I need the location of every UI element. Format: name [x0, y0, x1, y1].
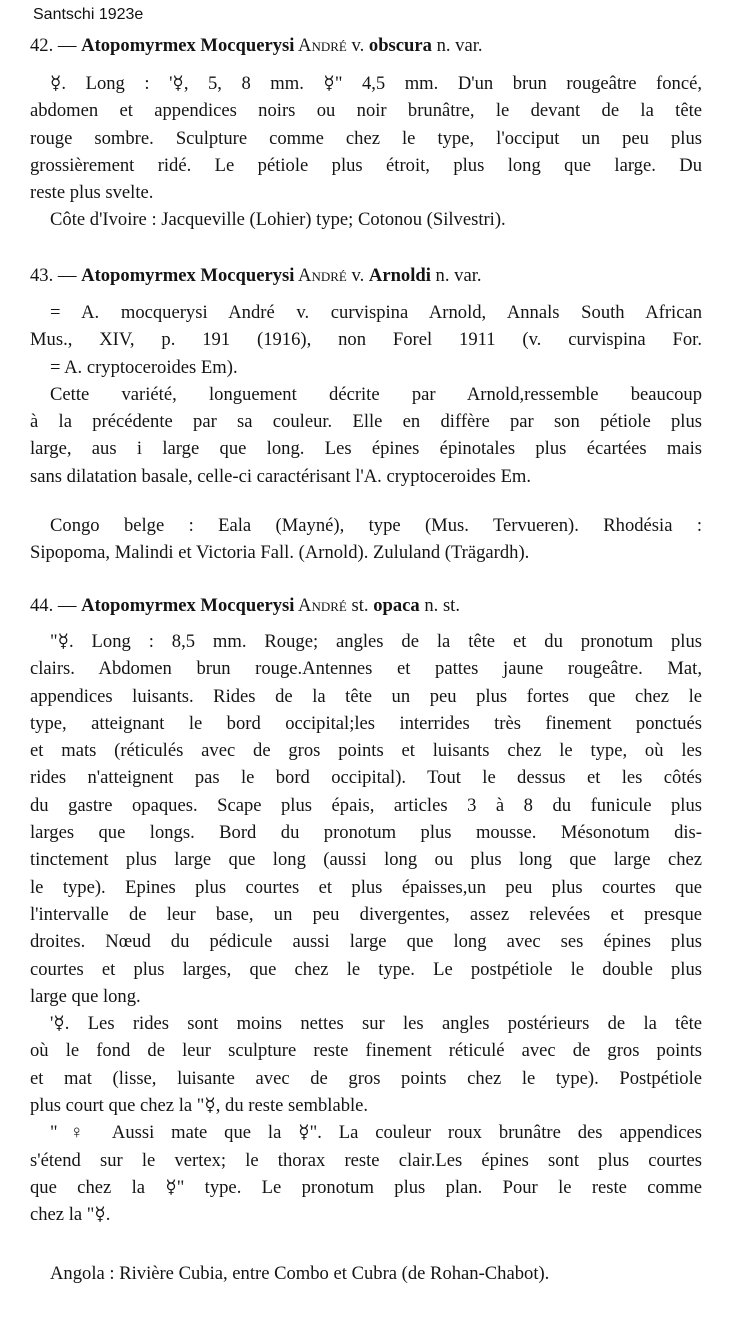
text-line: chez la "☿. [30, 1204, 111, 1226]
section-44-heading [30, 592, 702, 619]
text-line: et mat (lisse, luisante avec de gros points chez le type). Postpétiole [30, 1067, 702, 1089]
taxon-status: n. var. [431, 35, 483, 56]
text-line: "☿. Long : 8,5 mm. Rouge; angles de la tête et du pronotum plus [50, 631, 702, 652]
text-line: droites. Nœud du pédicule aussi large que long avec ses épines plus [30, 931, 702, 953]
section-number: 43. — [30, 265, 82, 286]
section-number: 44. — [30, 595, 82, 616]
text-line: reste plus svelte. [30, 182, 154, 204]
synonym-line: = A. mocquerysi André v. curvispina Arnold, Annals South African [50, 302, 702, 323]
taxon-author: André [294, 595, 347, 616]
taxon-name: Atopomyrmex Mocquerysi [81, 595, 295, 616]
taxon-rank: st. [346, 595, 374, 616]
text-line: et mats (réticulés avec de gros points et luisants chez le type, où les [30, 740, 702, 762]
synonym-line: = A. cryptoceroides Em). [50, 356, 238, 378]
text-line: large, aus i large que long. Les épines épinotales plus écartées mais [30, 438, 702, 460]
locality-line: Angola : Rivière Cubia, entre Combo et Cubra (de Rohan-Chabot). [50, 1263, 550, 1284]
text-line: où le fond de leur sculpture reste finement réticulé avec de gros points [30, 1040, 702, 1062]
text-line: tinctement plus large que long (aussi long ou plus long que large chez [30, 849, 702, 871]
text-line: '☿. Les rides sont moins nettes sur les angles postérieurs de la tête [50, 1013, 702, 1035]
source-citation: Santschi 1923e [33, 6, 144, 23]
subspecies-name: opaca [373, 595, 420, 616]
text-line: plus court que chez la "☿, du reste semblable. [30, 1095, 369, 1117]
section-43-heading [30, 262, 702, 289]
text-line: ☿. Long : '☿, 5, 8 mm. ☿" 4,5 mm. D'un brun rougeâtre foncé, [50, 73, 702, 94]
taxon-name: Atopomyrmex Mocquerysi [81, 265, 295, 286]
text-line: sans dilatation basale, celle-ci caractérisant l'A. cryptoceroides Em. [30, 465, 532, 487]
locality-line: Côte d'Ivoire : Jacqueville (Lohier) type; Cotonou (Silvestri). [50, 209, 506, 231]
text-line: rides n'atteignent pas le bord occipital). Tout le dessus et les côtés [30, 767, 702, 789]
text-line: larges que longs. Bord du pronotum plus mousse. Mésonotum dis- [30, 822, 702, 844]
taxon-status: n. var. [430, 265, 482, 286]
section-43-locality [30, 512, 702, 567]
text-line: type, atteignant le bord occipital;les interrides très finement ponctués [30, 712, 702, 734]
locality-line: Congo belge : Eala (Mayné), type (Mus. Tervueren). Rhodésia : [50, 515, 702, 536]
text-line: abdomen et appendices noirs ou noir brunâtre, le devant de la tête [30, 100, 702, 122]
section-43-description [30, 299, 702, 490]
synonym-line: Mus., XIV, p. 191 (1916), non Forel 1911 (v. curvispina For. [30, 329, 702, 351]
section-42-heading [30, 32, 702, 59]
variety-name: obscura [368, 35, 432, 56]
text-line: que chez la ☿" type. Le pronotum plus plan. Pour le reste comme [30, 1176, 702, 1198]
text-line: du gastre opaques. Scape plus épais, articles 3 à 8 du funicule plus [30, 794, 702, 816]
section-44-description [30, 628, 702, 1229]
text-line: rouge sombre. Sculpture comme chez le type, l'occiput un peu plus [30, 127, 702, 149]
text-line: à la précédente par sa couleur. Elle en diffère par son pétiole plus [30, 411, 702, 433]
text-line: l'intervalle de leur base, un peu divergentes, assez relevées et presque [30, 903, 702, 925]
text-line: appendices luisants. Rides de la tête un peu plus fortes que chez le [30, 685, 702, 707]
section-42-description [30, 70, 702, 234]
taxon-name: Atopomyrmex Mocquerysi [81, 35, 295, 56]
taxon-author: André [294, 35, 347, 56]
text-line: Cette variété, longuement décrite par Arnold,ressemble beaucoup [50, 383, 702, 405]
text-line: large que long. [30, 985, 141, 1007]
section-44-locality [30, 1260, 702, 1287]
taxon-rank: v. [346, 35, 369, 56]
section-number: 42. — [30, 35, 82, 56]
taxon-rank: v. [346, 265, 369, 286]
taxon-author: André [294, 265, 347, 286]
text-line: clairs. Abdomen brun rouge.Antennes et pattes jaune rougeâtre. Mat, [30, 658, 702, 680]
text-line: courtes et plus larges, que chez le type. Le postpétiole le double plus [30, 958, 702, 980]
text-line: le type). Epines plus courtes et plus épaisses,un peu plus courtes que [30, 876, 702, 898]
locality-line: Sipopoma, Malindi et Victoria Fall. (Arnold). Zululand (Trägardh). [30, 542, 530, 564]
variety-name: Arnoldi [368, 265, 431, 286]
text-line: s'étend sur le vertex; le thorax reste clair.Les épines sont plus courtes [30, 1149, 702, 1171]
text-line: grossièrement ridé. Le pétiole plus étroit, plus long que large. Du [30, 154, 702, 176]
taxon-status: n. st. [419, 595, 460, 616]
text-line: "♀ Aussi mate que la ☿". La couleur roux brunâtre des appendices [50, 1122, 702, 1144]
